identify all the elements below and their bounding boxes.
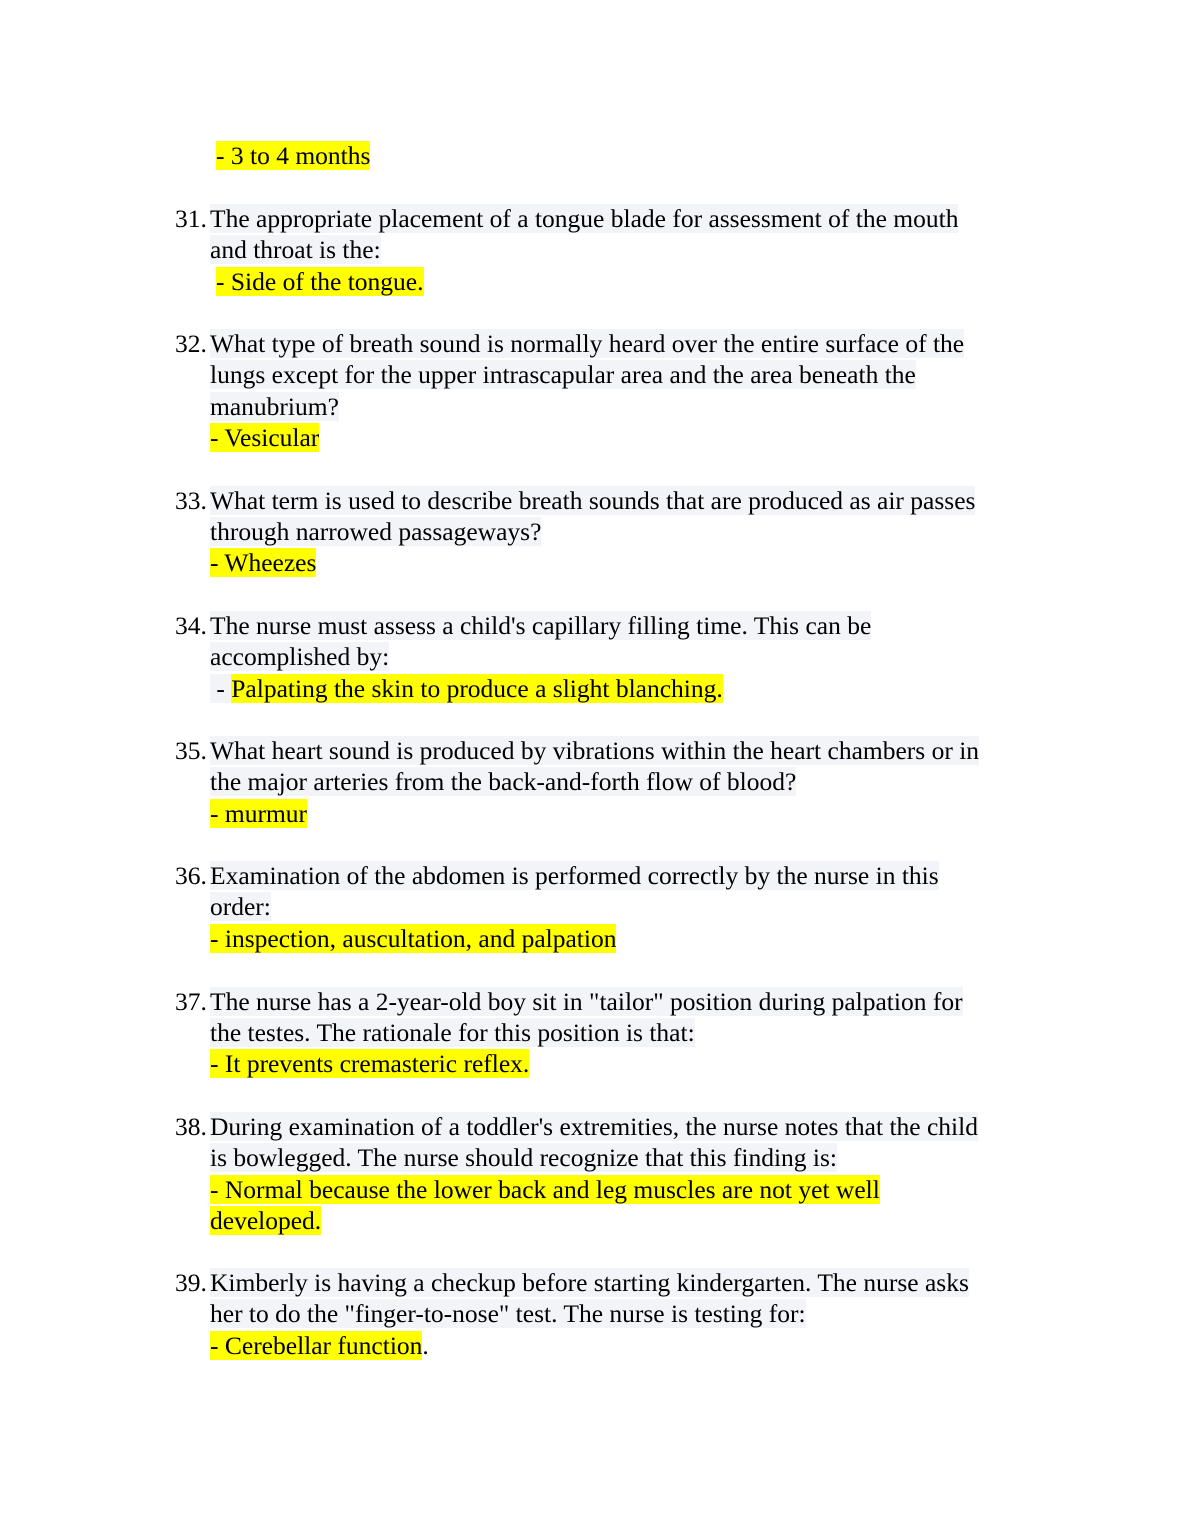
question-number: 33.	[175, 486, 207, 515]
answer-line	[210, 422, 319, 453]
question-text-line: manubrium?	[210, 392, 339, 421]
question-text-line: accomplished by:	[210, 642, 390, 671]
answer-line: - Palpating the skin to produce a slight blanching.	[210, 674, 723, 703]
question-number: 38.	[175, 1112, 207, 1141]
answer-line	[210, 798, 307, 829]
question-number: 35.	[175, 736, 207, 765]
highlighted-answer: developed.	[210, 1206, 322, 1235]
question-text-line: What type of breath sound is normally heard over the entire surface of the	[210, 329, 965, 358]
highlighted-answer: - Vesicular	[210, 423, 320, 452]
question-text-line: the major arteries from the back-and-forth flow of blood?	[210, 767, 797, 796]
question-text-line: order:	[210, 892, 271, 921]
question-text-line: During examination of a toddler's extremities, the nurse notes that the child	[210, 1112, 978, 1141]
question-number: 39.	[175, 1268, 207, 1297]
answer-line	[210, 923, 616, 954]
highlighted-answer: - Side of the tongue.	[216, 267, 424, 296]
answer-line	[210, 1174, 880, 1205]
question-number: 36.	[175, 861, 207, 890]
question-text-line: The nurse must assess a child's capillary filling time. This can be	[210, 611, 872, 640]
answer-line: - Cerebellar function.	[210, 1331, 429, 1360]
question-text-line: The appropriate placement of a tongue blade for assessment of the mouth	[210, 204, 959, 233]
question-text-line: the testes. The rationale for this position is that:	[210, 1018, 695, 1047]
question-text-line: Kimberly is having a checkup before starting kindergarten. The nurse asks	[210, 1268, 969, 1297]
answer-line	[210, 1048, 529, 1079]
highlighted-answer: - Normal because the lower back and leg muscles are not yet well	[210, 1175, 880, 1204]
highlighted-answer: - Cerebellar function	[210, 1331, 423, 1360]
question-number: 32.	[175, 329, 207, 358]
question-text-line: her to do the "finger-to-nose" test. The nurse is testing for:	[210, 1299, 806, 1328]
question-number: 31.	[175, 204, 207, 233]
highlighted-answer: - It prevents cremasteric reflex.	[210, 1049, 530, 1078]
highlighted-answer: - murmur	[210, 799, 308, 828]
highlighted-answer: - inspection, auscultation, and palpation	[210, 924, 617, 953]
answer-line	[210, 1205, 321, 1236]
question-number: 34.	[175, 611, 207, 640]
question-text-line: lungs except for the upper intrascapular area and the area beneath the	[210, 360, 916, 389]
question-text-line: What heart sound is produced by vibrations within the heart chambers or in	[210, 736, 980, 765]
highlighted-answer: - Wheezes	[210, 548, 317, 577]
question-text-line: The nurse has a 2-year-old boy sit in "tailor" position during palpation for	[210, 987, 963, 1016]
highlighted-answer: - 3 to 4 months	[216, 141, 371, 170]
answer-line	[210, 547, 316, 578]
question-text-line: through narrowed passageways?	[210, 517, 542, 546]
question-number: 37.	[175, 987, 207, 1016]
answer-line	[216, 266, 424, 297]
question-text-line: Examination of the abdomen is performed correctly by the nurse in this	[210, 861, 939, 890]
highlighted-answer: Palpating the skin to produce a slight blanching.	[231, 674, 723, 703]
answer-line	[216, 140, 370, 171]
question-text-line: is bowlegged. The nurse should recognize that this finding is:	[210, 1143, 838, 1172]
question-text-line: What term is used to describe breath sounds that are produced as air passes	[210, 486, 976, 515]
question-text-line: and throat is the:	[210, 235, 381, 264]
